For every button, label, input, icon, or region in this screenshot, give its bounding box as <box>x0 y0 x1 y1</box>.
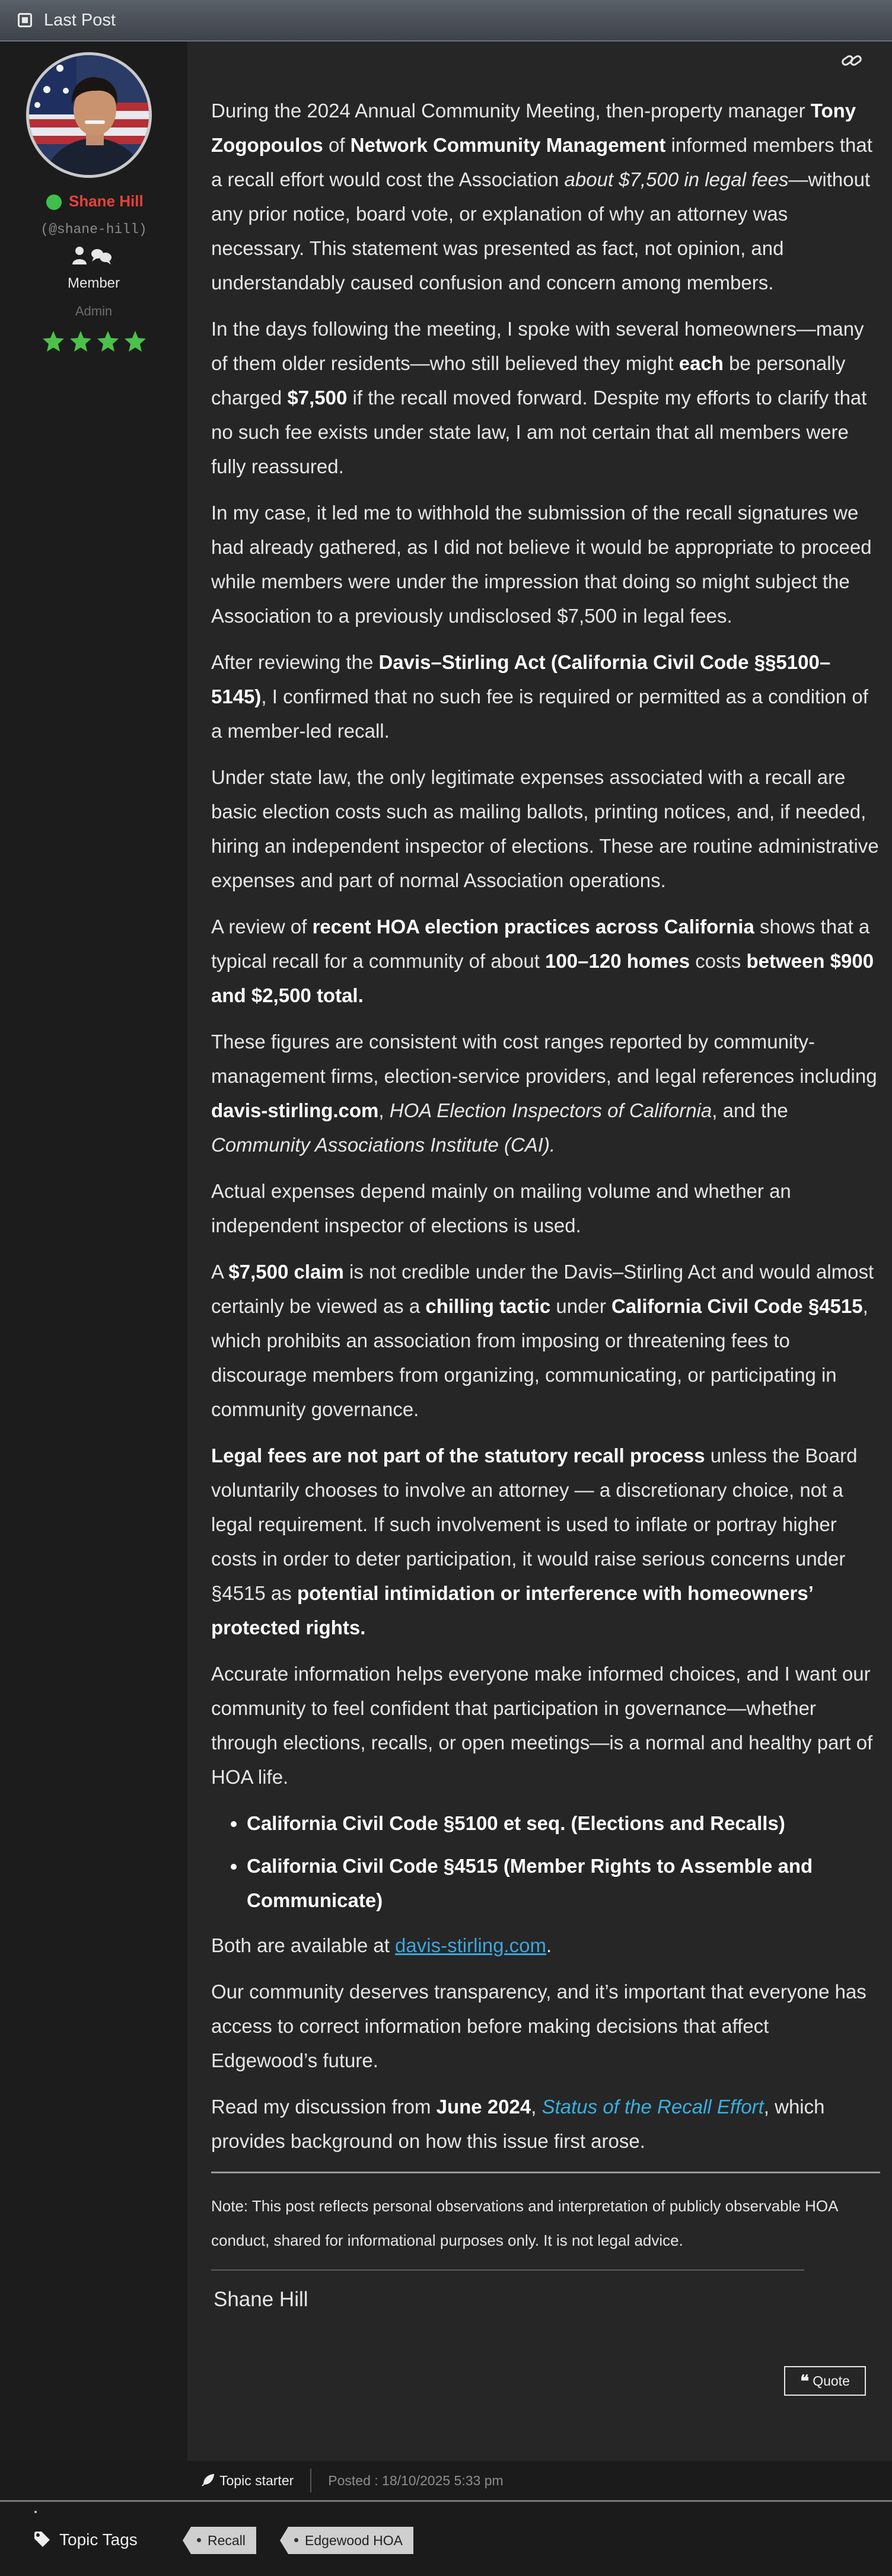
topic-starter-label: Topic starter <box>219 2472 294 2488</box>
post-header-title: Last Post <box>44 10 116 30</box>
paragraph: In the days following the meeting, I spoke with several homeowners—many of them older residents—who still believed they might each be personally charged $7,500 if the recall moved forward. Despite my efforts to clarify that no such fee exists under state law, I am not certain that all members were fully reassured. <box>211 318 867 477</box>
author-sidebar <box>0 42 187 2461</box>
star-icon <box>97 331 119 352</box>
post-icon <box>18 13 32 27</box>
paragraph: Our community deserves transparency, and it’s important that everyone has access to correct information before making decisions that affect Edgewood’s future. <box>211 1981 866 2071</box>
decorative-dot <box>34 2511 37 2513</box>
author-name[interactable]: Shane Hill <box>69 192 144 210</box>
signature: Shane Hill <box>214 2288 308 2311</box>
post-header-bar <box>0 0 892 42</box>
feather-icon <box>200 2473 215 2488</box>
paragraph: Both are available at davis-stirling.com. <box>211 1934 552 1956</box>
post-body <box>187 42 892 2461</box>
tag-edgewood-hoa[interactable]: Edgewood HOA <box>288 2527 413 2554</box>
quote-button[interactable] <box>784 2366 866 2396</box>
star-icon <box>125 331 146 352</box>
online-status-dot <box>46 195 62 210</box>
paragraph: These figures are consistent with cost ranges reported by community-management firms, election-service providers, and legal references including davis-stirling.com, HOA Election Inspectors of California, and the Community Associations Institute (CAI). <box>211 1031 877 1156</box>
post-meta-bar <box>187 2461 892 2500</box>
paragraph: Legal fees are not part of the statutory recall process unless the Board voluntarily chooses to involve an attorney — a discretionary choice, not a legal requirement. If such involvement is used to inflate or portray higher costs in order to deter participation, it would raise serious concerns under §4515 as potential intimidation or interference with homeowners’ protected rights. <box>211 1445 858 1638</box>
avatar-image <box>29 55 149 175</box>
paragraph: Read my discussion from June 2024, Status of the Recall Effort, which provides background on how this issue first arose. <box>211 2096 825 2152</box>
paragraph: In my case, it led me to withhold the submission of the recall signatures we had already gathered, as I did not believe it would be appropriate to proceed while members were under the impression that doing so might subject the Association to a previously undisclosed $7,500 in legal fees. <box>211 502 872 627</box>
comments-icon <box>91 249 112 264</box>
post-content <box>211 94 880 2329</box>
topic-tags-title: Topic Tags <box>59 2530 138 2549</box>
user-icon <box>72 247 87 264</box>
tag-recall[interactable]: Recall <box>191 2527 256 2554</box>
paragraph: A $7,500 claim is not credible under the Davis–Stirling Act and would almost certainly be viewed as a chilling tactic under California Civil Code §4515, which prohibits an association from imposing or threatening fees to discourage members from organizing, communicating, or participating in community governance. <box>211 1261 874 1420</box>
statute-list <box>211 1806 880 1918</box>
meta-separator <box>310 2469 311 2492</box>
paragraph: Accurate information helps everyone make informed choices, and I want our community to feel confident that participation in governance—whether through elections, recalls, or open meetings—is a normal and healthy part of HOA life. <box>211 1663 873 1788</box>
list-item: • California Civil Code §4515 (Member Rights to Assemble and Communicate) <box>247 1849 880 1918</box>
divider <box>211 2172 880 2173</box>
posted-timestamp: Posted : 18/10/2025 5:33 pm <box>328 2472 504 2488</box>
paragraph: After reviewing the Davis–Stirling Act (California Civil Code §§5100–5145), I confirmed that no such fee is required or permitted as a condition of a member-led recall. <box>211 651 868 742</box>
paragraph: A review of recent HOA election practices across California shows that a typical recall for a community of about 100–120 homes costs between $900 and $2,500 total. <box>211 916 874 1006</box>
star-icon <box>70 331 91 352</box>
link-icon[interactable] <box>840 49 864 72</box>
quote-icon: ❝ <box>800 2371 810 2391</box>
topic-starter-badge <box>200 2473 294 2489</box>
paragraph: Actual expenses depend mainly on mailing volume and whether an independent inspector of elections is used. <box>211 1180 791 1236</box>
star-icon <box>43 331 64 352</box>
rating-stars <box>42 330 148 353</box>
paragraph: Under state law, the only legitimate expenses associated with a recall are basic election costs such as mailing ballots, printing notices, and, if needed, hiring an independent inspector of elections. These are routine administrative expenses and part of normal Association operations. <box>211 766 879 891</box>
topic-tags-bar <box>0 2500 892 2576</box>
avatar[interactable] <box>26 52 152 178</box>
davis-stirling-link[interactable]: davis-stirling.com <box>395 1934 546 1956</box>
recall-status-link[interactable]: Status of the Recall Effort <box>541 2096 764 2118</box>
author-role: Member <box>67 275 120 291</box>
list-item: • California Civil Code §5100 et seq. (Elections and Recalls) <box>247 1806 880 1841</box>
signature-divider <box>211 2269 804 2271</box>
author-rank: Admin <box>75 304 113 318</box>
user-profile-icons <box>72 246 114 266</box>
quote-button-label: Quote <box>813 2373 850 2389</box>
paragraph: During the 2024 Annual Community Meeting, then-property manager Tony Zogopoulos of Network Community Management informed members that a recall effort would cost the Association about $7,500 in legal fees—without any prior notice, board vote, or explanation of why an attorney was necessary. This statement was presented as fact, not opinion, and understandably caused confusion and concern among members. <box>211 100 872 294</box>
disclaimer-note: Note: This post reflects personal observations and interpretation of publicly observable HOA conduct, shared for informational purposes only. It is not legal advice. <box>211 2197 837 2249</box>
tag-icon <box>33 2530 51 2548</box>
author-handle: (@shane-hill) <box>40 222 147 237</box>
